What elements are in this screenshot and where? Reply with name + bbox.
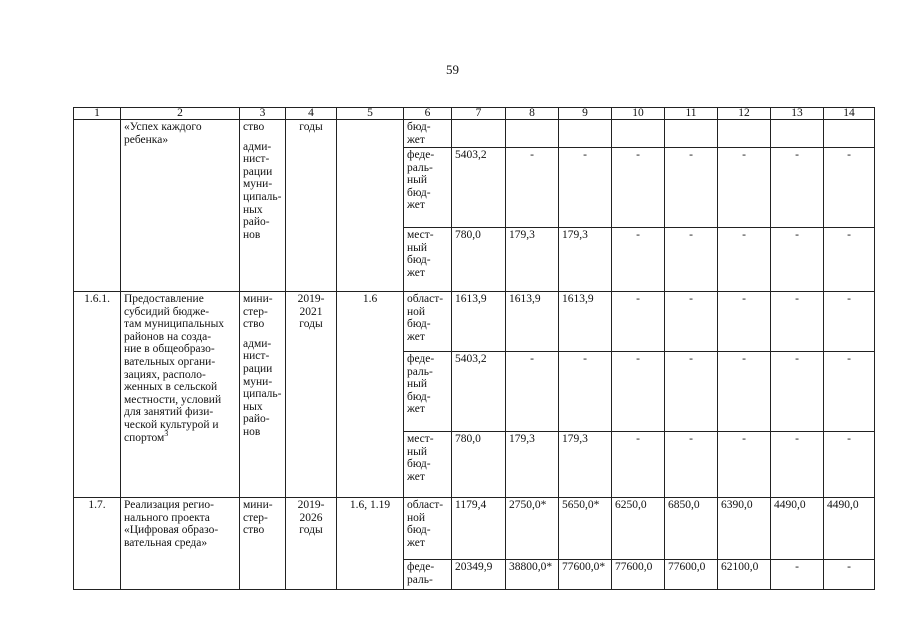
cell-line: для занятий физи-	[124, 406, 214, 419]
reference: 1.6, 1.19	[337, 498, 404, 590]
amount-cell	[824, 432, 875, 498]
amount-cell	[612, 228, 665, 292]
cell-line: жет	[407, 266, 425, 279]
amount-cell	[506, 560, 559, 590]
cell-line: жет	[407, 403, 425, 416]
header-cell: 9	[559, 108, 612, 120]
amount-cell	[665, 228, 718, 292]
cell-line: нист-	[243, 350, 270, 363]
cell-line: бюд-	[407, 186, 431, 199]
cell-line: стер-	[243, 305, 268, 318]
amount-cell	[824, 292, 875, 352]
cell-line: бюд-	[407, 254, 431, 267]
amount-cell	[771, 292, 824, 352]
amount-cell	[824, 148, 875, 228]
header-cell: 7	[452, 108, 506, 120]
funding-source	[404, 560, 452, 590]
cell-line: райо-	[243, 216, 270, 229]
cell-line: «Цифровая образо-	[124, 524, 219, 537]
amount-value: -	[847, 433, 851, 445]
cell-line: ческой культурой и	[124, 418, 219, 431]
cell-line: мест-	[407, 229, 434, 241]
cell-line: нов	[243, 228, 261, 241]
amount-cell	[718, 560, 771, 590]
amount-cell	[452, 432, 506, 498]
cell-line: нов	[243, 425, 261, 438]
amount-value: 179,3	[509, 433, 535, 445]
measure-name	[121, 498, 240, 590]
cell-line: бюд-	[407, 458, 431, 471]
cell-line: феде-	[407, 149, 435, 161]
cell-line: жет	[407, 330, 425, 343]
executor	[240, 498, 286, 590]
amount-value: 780,0	[455, 229, 481, 241]
cell-line: районов на созда-	[124, 330, 212, 343]
cell-line: мини-	[243, 293, 273, 305]
amount-value: 77600,0	[668, 561, 706, 573]
measure-name	[121, 120, 240, 292]
amount-cell	[559, 560, 612, 590]
amount-cell	[612, 148, 665, 228]
row-number: 1.6.1.	[74, 292, 121, 498]
amount-value: -	[795, 433, 799, 445]
amount-cell	[771, 498, 824, 560]
cell-line: рации	[243, 362, 273, 375]
funding-source	[404, 352, 452, 432]
amount-value: 2750,0*	[509, 499, 547, 511]
cell-line: жет	[407, 199, 425, 212]
header-cell: 5	[337, 108, 404, 120]
cell-line: адми-	[243, 140, 272, 153]
header-cell: 2	[121, 108, 240, 120]
table-row	[74, 120, 875, 148]
amount-value: -	[795, 149, 799, 161]
amount-cell	[771, 560, 824, 590]
amount-value: 77600,0*	[562, 561, 606, 573]
cell-line: раль-	[407, 365, 433, 378]
amount-cell	[824, 120, 875, 148]
amount-value: -	[795, 353, 799, 365]
amount-cell	[665, 292, 718, 352]
row-number	[74, 120, 121, 292]
amount-value: -	[636, 149, 640, 161]
amount-cell	[612, 560, 665, 590]
cell-line: адми-	[243, 337, 272, 350]
amount-value: 38800,0*	[509, 561, 553, 573]
cell-line: субсидий бюдже-	[124, 305, 210, 318]
cell-line: мест-	[407, 433, 434, 445]
amount-cell	[718, 432, 771, 498]
amount-value: 1613,9	[562, 293, 594, 305]
cell-line: ной	[407, 305, 426, 318]
cell-line: вательная среда»	[124, 536, 208, 549]
amount-cell	[506, 228, 559, 292]
amount-value: -	[689, 433, 693, 445]
amount-value: -	[530, 149, 534, 161]
amount-cell	[559, 498, 612, 560]
amount-value: 5650,0*	[562, 499, 600, 511]
amount-cell	[824, 228, 875, 292]
amount-cell	[559, 352, 612, 432]
header-cell: 4	[286, 108, 337, 120]
amount-value: 780,0	[455, 433, 481, 445]
amount-cell	[718, 148, 771, 228]
amount-value: -	[636, 293, 640, 305]
cell-line: бюд-	[407, 318, 431, 331]
amount-cell	[506, 432, 559, 498]
amount-cell	[452, 292, 506, 352]
amount-value: -	[583, 353, 587, 365]
amount-cell	[452, 560, 506, 590]
amount-value: 179,3	[562, 229, 588, 241]
cell-line: феде-	[407, 561, 435, 573]
amount-cell	[665, 148, 718, 228]
header-cell: 6	[404, 108, 452, 120]
amount-cell	[824, 498, 875, 560]
amount-cell	[559, 292, 612, 352]
cell-line: ство	[243, 318, 265, 331]
amount-value: -	[847, 561, 851, 573]
cell-line: вательных органи-	[124, 355, 216, 368]
cell-line: жет	[407, 536, 425, 549]
cell-line: там муниципальных	[124, 318, 225, 331]
amount-value: -	[636, 433, 640, 445]
amount-value: 1613,9	[509, 293, 541, 305]
amount-cell	[718, 292, 771, 352]
reference	[337, 120, 404, 292]
amount-value: 179,3	[509, 229, 535, 241]
cell-line: ципаль-	[243, 190, 282, 203]
amount-cell	[771, 148, 824, 228]
cell-line: бюд-	[407, 121, 431, 133]
header-cell: 3	[240, 108, 286, 120]
measure-name	[121, 292, 240, 498]
cell-line: ных	[243, 400, 263, 413]
cell-line: мини-	[243, 499, 273, 511]
amount-value: 6390,0	[721, 499, 753, 511]
cell-line: ный	[407, 241, 428, 254]
amount-cell	[506, 352, 559, 432]
cell-line: ный	[407, 174, 428, 187]
amount-cell	[612, 498, 665, 560]
amount-value: -	[795, 293, 799, 305]
table-row	[74, 498, 875, 560]
cell-line: Реализация регио-	[124, 499, 215, 511]
amount-cell	[771, 120, 824, 148]
period: годы	[286, 120, 337, 292]
funding-source	[404, 148, 452, 228]
amount-value: -	[636, 353, 640, 365]
amount-cell	[665, 120, 718, 148]
spacer	[243, 134, 282, 141]
amount-cell	[506, 292, 559, 352]
amount-cell	[452, 148, 506, 228]
cell-line: ных	[243, 203, 263, 216]
cell-line: раль-	[407, 573, 433, 586]
amount-cell	[771, 228, 824, 292]
cell-line: зациях, располо-	[124, 368, 206, 381]
amount-cell	[771, 352, 824, 432]
header-cell: 14	[824, 108, 875, 120]
cell-line: Предоставление	[124, 293, 204, 305]
amount-cell	[452, 228, 506, 292]
amount-cell	[559, 120, 612, 148]
amount-cell	[771, 432, 824, 498]
cell-line: жет	[407, 133, 425, 146]
amount-cell	[506, 498, 559, 560]
period: 2019- 2026 годы	[286, 498, 337, 590]
amount-cell	[612, 292, 665, 352]
amount-value: -	[742, 433, 746, 445]
cell-line: бюд-	[407, 390, 431, 403]
amount-cell	[824, 560, 875, 590]
amount-value: -	[795, 561, 799, 573]
amount-cell	[612, 120, 665, 148]
header-cell: 8	[506, 108, 559, 120]
cell-line: ние в общеобразо-	[124, 343, 215, 356]
amount-cell	[559, 432, 612, 498]
amount-value: -	[742, 229, 746, 241]
header-cell: 13	[771, 108, 824, 120]
amount-value: -	[847, 149, 851, 161]
cell-line: област-	[407, 293, 444, 305]
executor	[240, 292, 286, 498]
cell-line: женных в сельской	[124, 381, 218, 394]
amount-cell	[612, 432, 665, 498]
amount-cell	[612, 352, 665, 432]
amount-cell	[718, 228, 771, 292]
cell-line: нист-	[243, 153, 270, 166]
amount-value: -	[689, 293, 693, 305]
amount-cell	[824, 352, 875, 432]
cell-line: нального проекта	[124, 511, 210, 524]
amount-value: 77600,0	[615, 561, 653, 573]
amount-value: -	[742, 293, 746, 305]
header-cell: 11	[665, 108, 718, 120]
amount-value: -	[583, 149, 587, 161]
cell-line: ство	[243, 121, 265, 133]
amount-value: -	[847, 353, 851, 365]
amount-value: -	[636, 229, 640, 241]
header-row	[74, 108, 875, 120]
cell-line: ный	[407, 445, 428, 458]
cell-line: ный	[407, 378, 428, 391]
amount-value: 20349,9	[455, 561, 493, 573]
cell-line: стер-	[243, 511, 268, 524]
row-number: 1.7.	[74, 498, 121, 590]
amount-cell	[665, 498, 718, 560]
amount-value: 1613,9	[455, 293, 487, 305]
amount-value: -	[795, 229, 799, 241]
amount-value: -	[742, 149, 746, 161]
header-cell: 1	[74, 108, 121, 120]
cell-line: «Успех каждого	[124, 121, 202, 133]
amount-value: -	[689, 149, 693, 161]
funding-source	[404, 228, 452, 292]
footnote-mark: 3	[164, 428, 169, 438]
amount-value: -	[689, 229, 693, 241]
cell-line: райо-	[243, 413, 270, 426]
cell-line: област-	[407, 499, 444, 511]
table-row	[74, 292, 875, 352]
amount-value: 4490,0	[827, 499, 859, 511]
cell-line: ство	[243, 524, 265, 537]
amount-value: 4490,0	[774, 499, 806, 511]
funding-source	[404, 292, 452, 352]
header-cell: 12	[718, 108, 771, 120]
amount-cell	[718, 352, 771, 432]
amount-value: -	[742, 353, 746, 365]
amount-cell	[559, 148, 612, 228]
cell-line: раль-	[407, 161, 433, 174]
amount-cell	[452, 352, 506, 432]
cell-line: феде-	[407, 353, 435, 365]
amount-value: 6850,0	[668, 499, 700, 511]
reference: 1.6	[337, 292, 404, 498]
amount-value: 5403,2	[455, 149, 487, 161]
amount-cell	[506, 120, 559, 148]
amount-cell	[718, 498, 771, 560]
cell-line: рации	[243, 165, 273, 178]
amount-cell	[452, 498, 506, 560]
funding-source	[404, 120, 452, 148]
cell-line: ципаль-	[243, 388, 282, 401]
budget-table	[73, 107, 875, 590]
amount-value: 179,3	[562, 433, 588, 445]
cell-line: ной	[407, 511, 426, 524]
period: 2019- 2021 годы	[286, 292, 337, 498]
amount-value: 5403,2	[455, 353, 487, 365]
amount-value: -	[530, 353, 534, 365]
executor	[240, 120, 286, 292]
cell-line: муни-	[243, 375, 273, 388]
spacer	[243, 331, 282, 338]
cell-line: спортом$^3$	[124, 428, 169, 444]
amount-cell	[665, 560, 718, 590]
amount-value: 6250,0	[615, 499, 647, 511]
amount-cell	[506, 148, 559, 228]
funding-source	[404, 498, 452, 560]
amount-cell	[718, 120, 771, 148]
amount-value: 62100,0	[721, 561, 759, 573]
page-number: 59	[446, 62, 459, 77]
cell-line: бюд-	[407, 524, 431, 537]
amount-cell	[559, 228, 612, 292]
header-cell: 10	[612, 108, 665, 120]
cell-line: местности, условий	[124, 393, 222, 406]
cell-line: ребенка»	[124, 133, 169, 146]
amount-cell	[452, 120, 506, 148]
funding-source	[404, 432, 452, 498]
amount-value: -	[847, 229, 851, 241]
cell-line: жет	[407, 470, 425, 483]
amount-cell	[665, 352, 718, 432]
amount-cell	[665, 432, 718, 498]
amount-value: -	[689, 353, 693, 365]
amount-value: -	[847, 293, 851, 305]
cell-line: муни-	[243, 178, 273, 191]
amount-value: 1179,4	[455, 499, 487, 511]
